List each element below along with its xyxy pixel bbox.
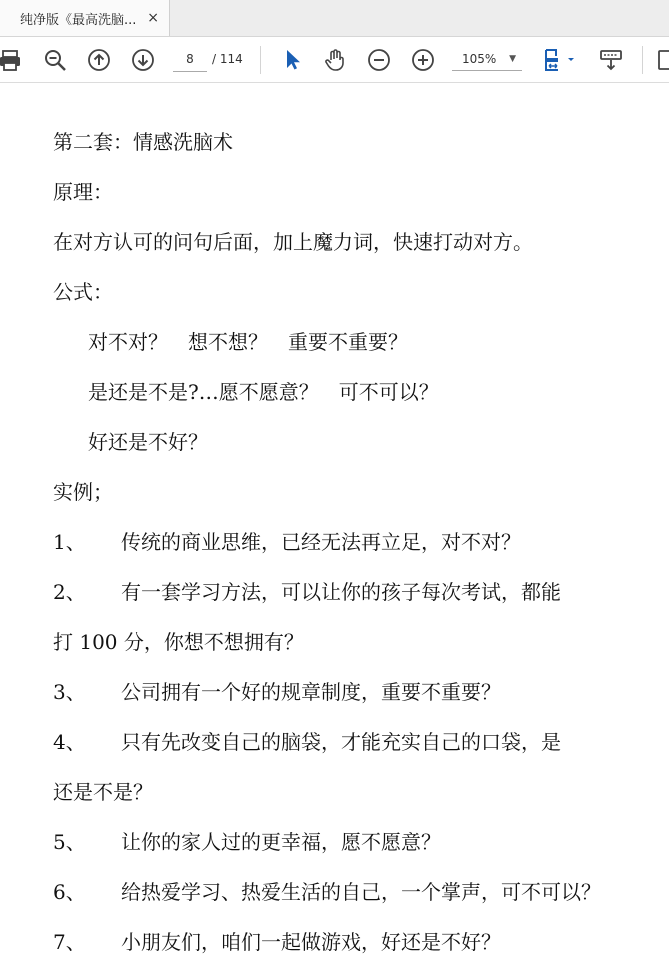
fit-page-icon[interactable] [543,48,577,72]
formula-label: 公式： [53,280,113,304]
chevron-down-icon: ▼ [509,54,516,64]
print-icon[interactable] [0,48,22,72]
sidebar-toggle-icon[interactable] [657,48,669,72]
zoom-minus-icon[interactable] [367,48,391,72]
keyboard-icon[interactable] [599,48,623,72]
principle-label: 原理： [53,180,113,204]
hand-tool-icon[interactable] [323,48,347,72]
document-tab[interactable] [0,0,170,36]
example-number: 2、 [53,580,86,604]
examples-label: 实例； [53,480,113,504]
close-tab-icon[interactable]: × [147,10,159,26]
formula-line: 是还是不是?…愿不愿意？ 可不可以？ [88,380,439,404]
tab-bar [0,0,669,37]
example-text: 有一套学习方法，可以让你的孩子每次考试，都能 [121,580,561,604]
page-up-icon[interactable] [87,48,111,72]
page-total: / 114 [212,52,243,66]
example-text: 给热爱学习、热爱生活的自己，一个掌声，可不可以？ [121,880,601,904]
toolbar-divider [642,46,643,74]
zoom-plus-icon[interactable] [411,48,435,72]
toolbar-divider [260,46,261,74]
example-number: 7、 [53,930,86,954]
page-down-icon[interactable] [131,48,155,72]
tab-title: 纯净版《最高洗脑... [20,12,137,28]
example-text: 传统的商业思维，已经无法再立足，对不对？ [121,530,521,554]
formula-line: 好还是不好？ [88,430,208,454]
example-text: 小朋友们，咱们一起做游戏，好还是不好？ [121,930,501,954]
zoom-value: 105% [462,52,497,66]
example-text: 让你的家人过的更幸福，愿不愿意？ [121,830,441,854]
page-number-input[interactable]: 8 [173,47,207,72]
section-heading: 第二套：情感洗脑术 [53,130,233,154]
example-number: 6、 [53,880,86,904]
example-number: 5、 [53,830,86,854]
example-text: 公司拥有一个好的规章制度，重要不重要？ [121,680,501,704]
zoom-out-magnifier-icon[interactable] [43,48,67,72]
example-number: 4、 [53,730,86,754]
example-number: 1、 [53,530,86,554]
document-page [0,83,669,970]
toolbar [0,37,669,83]
formula-line: 对不对？ 想不想？ 重要不重要？ [88,330,408,354]
select-pointer-icon[interactable] [280,48,304,72]
example-number: 3、 [53,680,86,704]
principle-text: 在对方认可的问句后面，加上魔力词，快速打动对方。 [53,230,533,254]
example-continuation: 还是不是？ [53,780,153,804]
example-text: 只有先改变自己的脑袋，才能充实自己的口袋，是 [121,730,561,754]
zoom-select[interactable] [452,47,522,71]
example-continuation: 打 100 分，你想不想拥有？ [53,630,304,654]
